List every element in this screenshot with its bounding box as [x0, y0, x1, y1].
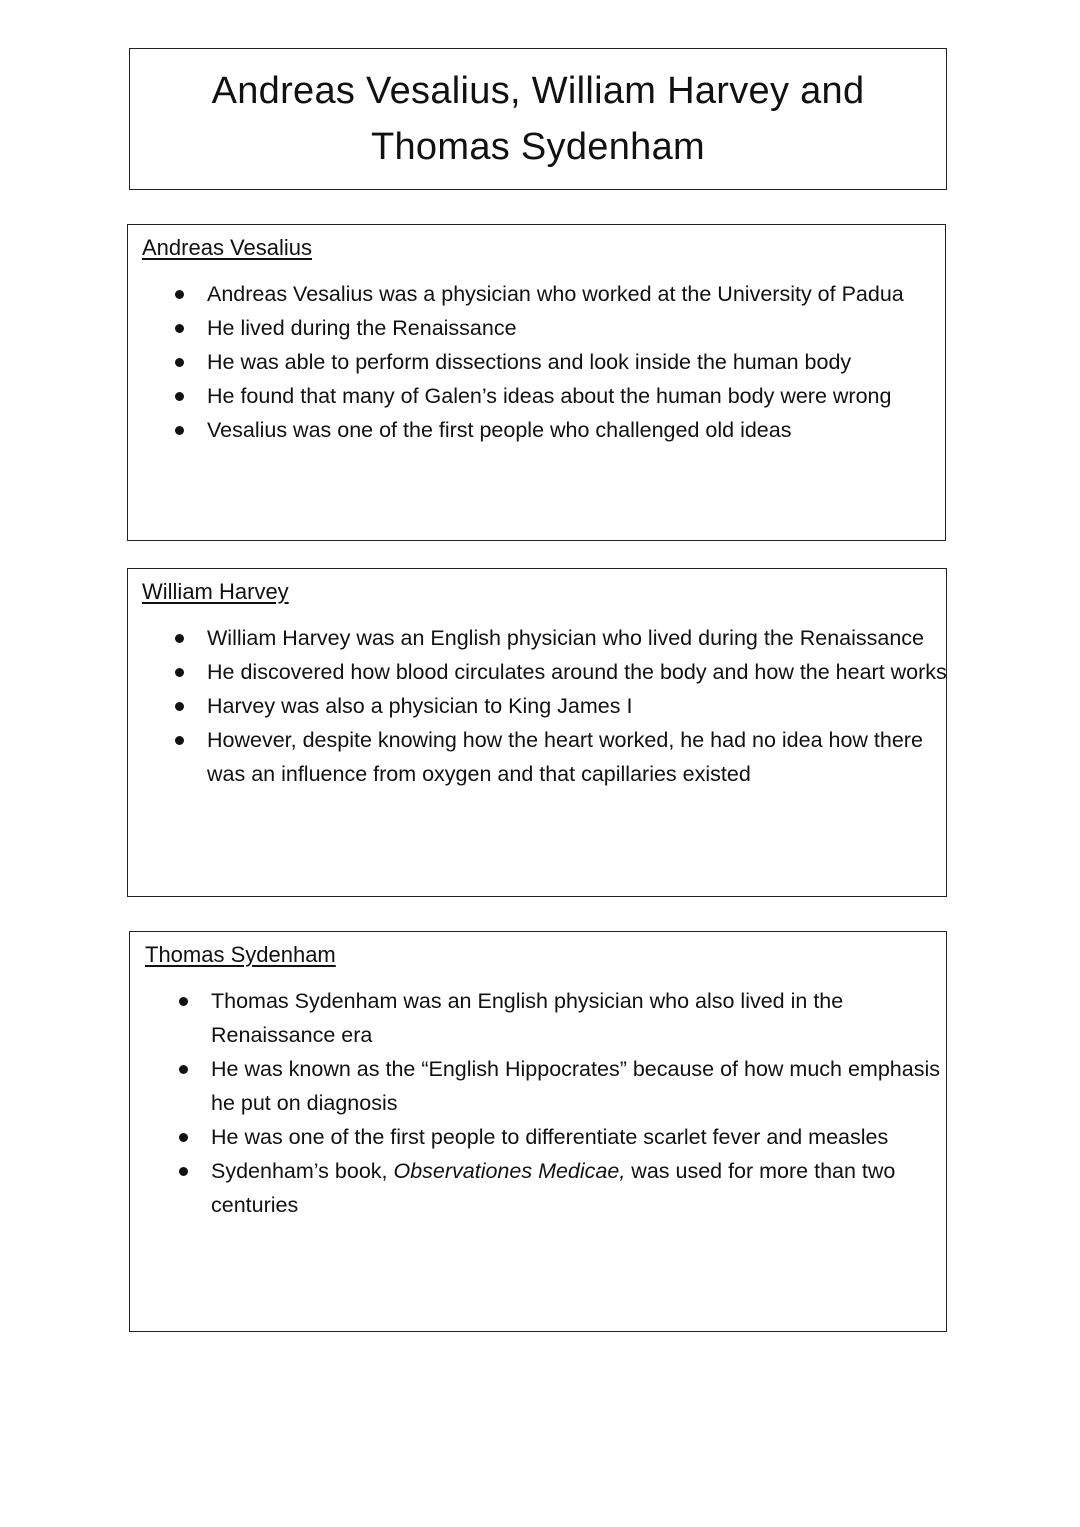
- bullet-icon: [179, 1133, 188, 1142]
- list-item-text-part: Sydenham’s book,: [211, 1159, 394, 1183]
- bullet-icon: [179, 1065, 188, 1074]
- section-heading: Thomas Sydenham: [145, 942, 336, 967]
- list-item: [132, 1052, 941, 1120]
- list-item: [132, 1120, 941, 1154]
- list-item-text: William Harvey was an English physician who lived during the Renaissance: [207, 626, 925, 650]
- section-andreas-vesalius: [127, 224, 946, 541]
- list-item: [128, 723, 947, 791]
- list-item: [128, 379, 937, 413]
- list-item: [132, 984, 941, 1052]
- bullet-icon: [175, 634, 184, 643]
- list-item-text: He lived during the Renaissance: [207, 316, 517, 340]
- section-william-harvey: [127, 568, 947, 897]
- list-item: [128, 689, 947, 723]
- bullet-icon: [175, 358, 184, 367]
- list-item-text: Andreas Vesalius was a physician who worked at the University of Padua: [207, 282, 904, 306]
- page-title-line-1: Andreas Vesalius, William Harvey and: [211, 70, 865, 112]
- list-item-text: Thomas Sydenham was an English physician who also lived in the Renaissance era: [211, 989, 844, 1047]
- list-item: [128, 345, 937, 379]
- bullet-icon: [175, 324, 184, 333]
- list-item-text: However, despite knowing how the heart worked, he had no idea how there was an influence from oxygen and that capillaries existed: [207, 728, 923, 786]
- bullet-icon: [175, 290, 184, 299]
- section-heading: William Harvey: [142, 579, 289, 604]
- page-title-line-2: Thomas Sydenham: [370, 126, 705, 168]
- book-title: Observationes Medicae,: [393, 1159, 626, 1183]
- list-item: [128, 277, 937, 311]
- bullet-icon: [175, 392, 184, 401]
- bullet-icon: [175, 736, 184, 745]
- bullet-icon: [175, 668, 184, 677]
- bullet-list: [128, 277, 937, 447]
- list-item: [128, 621, 947, 655]
- list-item-text: He was known as the “English Hippocrates” because of how much emphasis he put on diagnosis: [211, 1057, 940, 1115]
- bullet-icon: [179, 997, 188, 1006]
- bullet-icon: [175, 702, 184, 711]
- section-thomas-sydenham: [129, 931, 947, 1332]
- list-item-text: He discovered how blood circulates around the body and how the heart works: [207, 660, 947, 684]
- title-box: [129, 48, 947, 190]
- list-item: [128, 655, 947, 689]
- page-title: [212, 63, 865, 175]
- bullet-list: [132, 984, 941, 1222]
- list-item-text: He found that many of Galen’s ideas about the human body were wrong: [207, 384, 892, 408]
- bullet-icon: [179, 1167, 188, 1176]
- bullet-icon: [175, 426, 184, 435]
- list-item-text-part: was used for more than two centuries: [211, 1159, 896, 1217]
- section-heading: Andreas Vesalius: [142, 235, 312, 260]
- list-item-text: [211, 1159, 895, 1217]
- bullet-list: [128, 621, 947, 791]
- list-item-text: Harvey was also a physician to King James I: [207, 694, 633, 718]
- list-item-text: He was one of the first people to differentiate scarlet fever and measles: [211, 1125, 889, 1149]
- list-item: [128, 311, 937, 345]
- list-item: [128, 413, 937, 447]
- list-item-text: Vesalius was one of the first people who challenged old ideas: [207, 418, 792, 442]
- list-item-text: He was able to perform dissections and look inside the human body: [207, 350, 852, 374]
- list-item: [132, 1154, 941, 1222]
